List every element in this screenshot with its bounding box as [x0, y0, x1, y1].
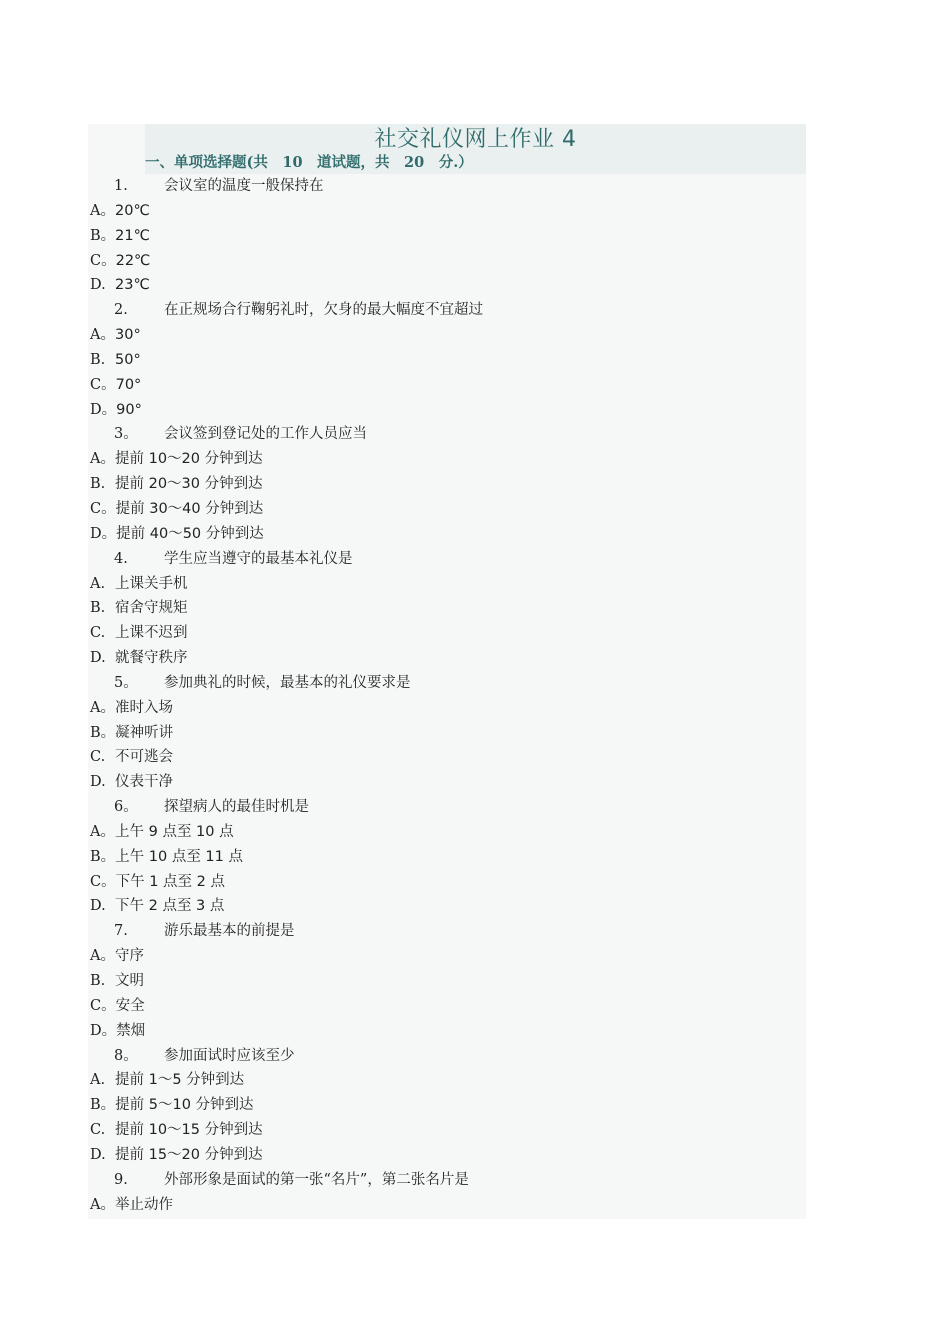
answer-option — [90, 770, 806, 795]
question-number: 2. — [114, 302, 128, 319]
option-text: 上课关手机 — [115, 575, 188, 592]
option-text: 提前 1～5 分钟到达 — [115, 1072, 245, 1089]
option-text: 安全 — [115, 997, 145, 1014]
option-letter: B。 — [90, 724, 116, 741]
question-number: 3。 — [114, 426, 138, 443]
question-number: 9. — [114, 1171, 128, 1188]
option-text: 宿舍守规矩 — [115, 600, 188, 617]
option-letter: C。 — [90, 500, 116, 517]
option-letter: C. — [90, 625, 106, 642]
option-text: 举止动作 — [115, 1196, 173, 1213]
answer-option — [90, 572, 806, 597]
answer-option — [90, 1118, 806, 1143]
option-text: 提前 5～10 分钟到达 — [115, 1097, 254, 1114]
answer-option — [90, 472, 806, 497]
question-row — [90, 1044, 806, 1069]
question-row — [90, 1168, 806, 1193]
option-text: 70° — [115, 376, 142, 393]
answer-option — [90, 745, 806, 770]
question-text: 会议签到登记处的工作人员应当 — [164, 426, 367, 443]
answer-option — [90, 894, 806, 919]
option-letter: C。 — [90, 252, 116, 269]
option-letter: D。 — [90, 401, 117, 418]
option-text: 90° — [116, 401, 142, 418]
answer-option — [90, 994, 806, 1019]
question-text: 外部形象是面试的第一张“名片”，第二张名片是 — [164, 1171, 469, 1188]
question-number: 5。 — [114, 674, 138, 691]
question-row — [90, 919, 806, 944]
option-letter: B. — [90, 973, 106, 989]
option-text: 禁烟 — [116, 1022, 146, 1039]
question-list — [90, 174, 806, 1217]
option-text: 上午 10 点至 11 点 — [115, 848, 243, 865]
answer-option — [90, 721, 806, 746]
option-text: 提前 40～50 分钟到达 — [116, 525, 264, 542]
answer-option — [90, 348, 806, 373]
option-text: 仪表干净 — [115, 774, 173, 791]
option-letter: A. — [90, 575, 106, 592]
option-text: 50° — [115, 351, 141, 368]
question-number: 6。 — [114, 799, 138, 816]
option-letter: C. — [90, 749, 106, 766]
answer-option — [90, 596, 806, 621]
option-letter: B. — [90, 476, 106, 493]
option-letter: A。 — [90, 451, 115, 468]
answer-option — [90, 845, 806, 870]
question-number: 1. — [114, 178, 128, 194]
answer-option — [90, 447, 806, 472]
option-text: 准时入场 — [115, 699, 173, 716]
question-text: 学生应当遵守的最基本礼仪是 — [164, 550, 353, 567]
answer-option — [90, 646, 806, 671]
option-letter: C。 — [90, 997, 116, 1014]
section-heading: 一、单项选择题(共 10 道试题，共 20 分.） — [145, 154, 473, 171]
option-letter: B。 — [90, 1097, 116, 1114]
option-text: 上课不迟到 — [115, 625, 188, 642]
option-letter: B. — [90, 600, 106, 617]
option-text: 守序 — [115, 948, 144, 965]
option-letter: B。 — [90, 227, 116, 244]
option-letter: A. — [90, 1072, 106, 1089]
question-row — [90, 795, 806, 820]
option-text: 30° — [115, 327, 141, 344]
answer-option — [90, 696, 806, 721]
option-text: 21℃ — [115, 227, 150, 244]
document-title: 社交礼仪网上作业 4 — [374, 127, 577, 152]
question-text: 会议室的温度一般保持在 — [164, 178, 324, 194]
question-row — [90, 547, 806, 572]
question-row — [90, 298, 806, 323]
answer-option — [90, 249, 806, 274]
option-text: 不可逃会 — [115, 749, 173, 766]
question-row — [90, 174, 806, 199]
question-text: 探望病人的最佳时机是 — [164, 799, 309, 816]
option-text: 23℃ — [115, 277, 150, 294]
option-letter: C。 — [90, 873, 116, 890]
option-text: 下午 2 点至 3 点 — [115, 898, 225, 915]
option-text: 凝神听讲 — [115, 724, 174, 741]
option-text: 上午 9 点至 10 点 — [115, 823, 234, 840]
question-number: 8。 — [114, 1047, 138, 1064]
option-text: 就餐守秩序 — [115, 650, 188, 667]
option-letter: D. — [90, 1146, 106, 1163]
option-letter: D。 — [90, 525, 117, 542]
option-letter: C。 — [90, 376, 116, 393]
answer-option — [90, 870, 806, 895]
option-letter: A。 — [90, 823, 115, 840]
option-letter: D. — [90, 774, 106, 791]
answer-option — [90, 1019, 806, 1044]
option-text: 提前 10～15 分钟到达 — [115, 1122, 263, 1139]
answer-option — [90, 373, 806, 398]
option-text: 提前 10～20 分钟到达 — [115, 451, 263, 468]
option-letter: D. — [90, 650, 106, 667]
answer-option — [90, 224, 806, 249]
answer-option — [90, 1193, 806, 1218]
option-text: 提前 15～20 分钟到达 — [115, 1146, 263, 1163]
question-number: 4. — [114, 550, 128, 567]
answer-option — [90, 969, 806, 994]
question-text: 游乐最基本的前提是 — [164, 923, 295, 940]
answer-option — [90, 1143, 806, 1168]
option-text: 20℃ — [115, 202, 150, 219]
question-text: 在正规场合行鞠躬礼时，欠身的最大幅度不宜超过 — [164, 302, 483, 319]
option-text: 文明 — [115, 973, 144, 989]
answer-option — [90, 944, 806, 969]
answer-option — [90, 1093, 806, 1118]
option-letter: A。 — [90, 1196, 115, 1213]
answer-option — [90, 820, 806, 845]
question-row — [90, 671, 806, 696]
answer-option — [90, 522, 806, 547]
question-row — [90, 422, 806, 447]
answer-option — [90, 497, 806, 522]
answer-option — [90, 323, 806, 348]
option-letter: A。 — [90, 699, 115, 716]
option-text: 下午 1 点至 2 点 — [115, 873, 225, 890]
option-letter: A。 — [90, 327, 115, 344]
option-text: 22℃ — [115, 252, 151, 269]
option-letter: D. — [90, 898, 106, 915]
question-text: 参加典礼的时候，最基本的礼仪要求是 — [164, 674, 411, 691]
answer-option — [90, 621, 806, 646]
question-text: 参加面试时应该至少 — [164, 1047, 295, 1064]
answer-option — [90, 273, 806, 298]
option-letter: A。 — [90, 202, 115, 219]
option-letter: C. — [90, 1122, 106, 1139]
option-letter: B. — [90, 351, 106, 368]
option-letter: D. — [90, 277, 106, 294]
option-text: 提前 30～40 分钟到达 — [115, 500, 264, 517]
answer-option — [90, 1068, 806, 1093]
option-text: 提前 20～30 分钟到达 — [115, 476, 263, 493]
answer-option — [90, 199, 806, 224]
question-number: 7. — [114, 923, 128, 940]
option-letter: B。 — [90, 848, 116, 865]
answer-option — [90, 398, 806, 423]
option-letter: D。 — [90, 1022, 117, 1039]
option-letter: A。 — [90, 948, 115, 965]
